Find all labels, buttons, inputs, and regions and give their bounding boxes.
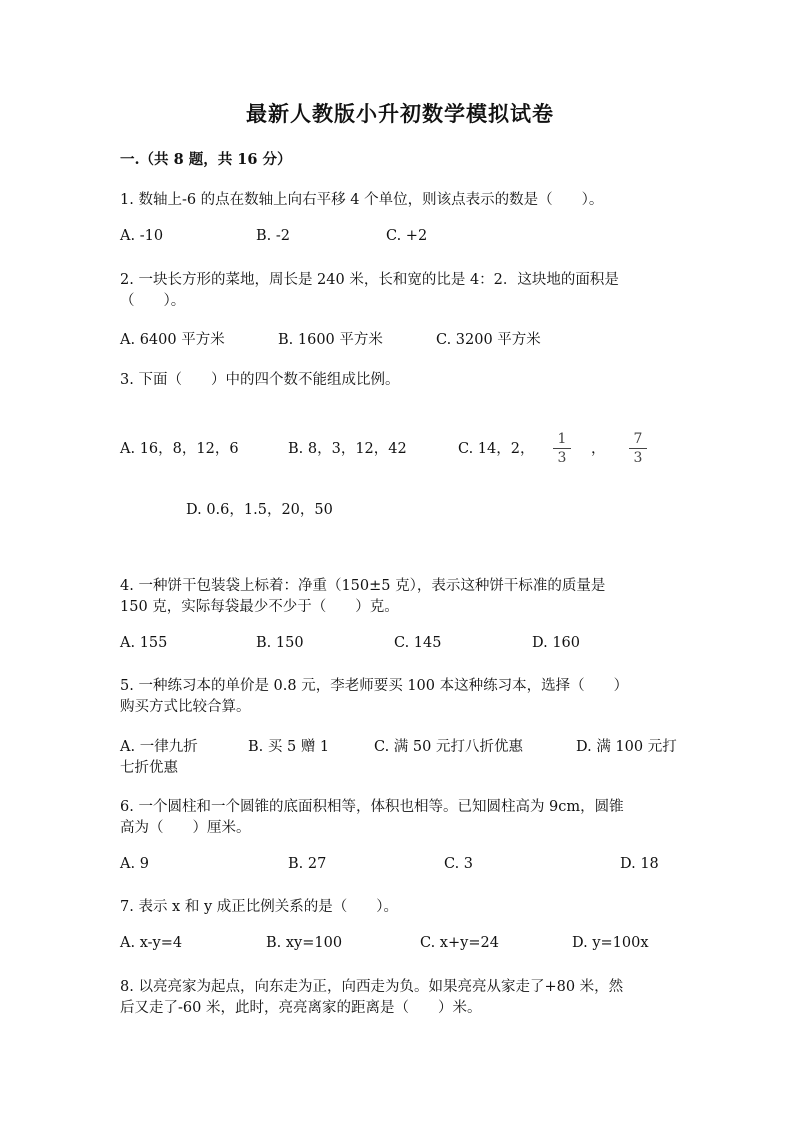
question-6-text-line-2: 高为（ ）厘米。 bbox=[120, 820, 251, 836]
question-5-option-b: B. 买 5 赠 1 bbox=[248, 739, 330, 755]
question-6-text-line-1: 6. 一个圆柱和一个圆锥的底面积相等，体积也相等。已知圆柱高为 9cm，圆锥 bbox=[120, 799, 624, 815]
question-5-option-a: A. 一律九折 bbox=[120, 739, 198, 755]
fraction-numerator: 1 bbox=[557, 431, 567, 447]
question-2-option-c: C. 3200 平方米 bbox=[436, 332, 541, 348]
question-3-text: 3. 下面（ ）中的四个数不能组成比例。 bbox=[120, 372, 400, 388]
question-6-option-a: A. 9 bbox=[120, 856, 149, 872]
question-4-option-a: A. 155 bbox=[120, 635, 168, 651]
question-2-option-b: B. 1600 平方米 bbox=[278, 332, 383, 348]
question-5-text-line-2: 购买方式比较合算。 bbox=[120, 699, 251, 715]
question-1-option-a: A. -10 bbox=[120, 228, 164, 244]
question-3-fraction-seven-thirds bbox=[629, 431, 647, 466]
fraction-numerator: 7 bbox=[633, 431, 643, 447]
question-7-text: 7. 表示 x 和 y 成正比例关系的是（ ）。 bbox=[120, 899, 398, 915]
question-8-text-line-2: 后又走了-60 米，此时，亮亮离家的距离是（ ）米。 bbox=[120, 1000, 482, 1016]
section-heading: 一.（共 8 题，共 16 分） bbox=[120, 151, 292, 168]
question-7-option-a: A. x-y=4 bbox=[120, 935, 183, 951]
question-3-option-a: A. 16，8，12，6 bbox=[120, 441, 239, 457]
question-6-option-b: B. 27 bbox=[288, 856, 327, 872]
question-2-text-line-2: （ ）。 bbox=[120, 293, 186, 309]
fraction-bar bbox=[553, 448, 571, 449]
question-3-option-c: C. 14，2， bbox=[458, 441, 535, 457]
question-1-option-c: C. +2 bbox=[386, 228, 428, 244]
question-7-option-b: B. xy=100 bbox=[266, 935, 343, 951]
fraction-bar bbox=[629, 448, 647, 449]
question-7-option-c: C. x+y=24 bbox=[420, 935, 499, 951]
question-3-fraction-separator: ， bbox=[591, 441, 606, 457]
fraction-denominator: 3 bbox=[557, 450, 567, 466]
question-5-option-d: D. 满 100 元打 bbox=[576, 739, 677, 755]
question-2-text-line-1: 2. 一块长方形的菜地，周长是 240 米，长和宽的比是 4：2．这块地的面积是 bbox=[120, 272, 619, 288]
question-5-option-d-continued: 七折优惠 bbox=[120, 760, 178, 776]
question-4-text-line-1: 4. 一种饼干包装袋上标着：净重（150±5 克），表示这种饼干标准的质量是 bbox=[120, 578, 606, 594]
question-6-option-c: C. 3 bbox=[444, 856, 474, 872]
question-3-fraction-one-third bbox=[553, 431, 571, 466]
question-4-option-d: D. 160 bbox=[532, 635, 581, 651]
question-2-option-a: A. 6400 平方米 bbox=[120, 332, 225, 348]
question-1-option-b: B. -2 bbox=[256, 228, 290, 244]
question-4-option-b: B. 150 bbox=[256, 635, 304, 651]
question-4-text-line-2: 150 克，实际每袋最少不少于（ ）克。 bbox=[120, 599, 399, 615]
question-4-option-c: C. 145 bbox=[394, 635, 442, 651]
question-6-option-d: D. 18 bbox=[620, 856, 659, 872]
question-8-text-line-1: 8. 以亮亮家为起点，向东走为正，向西走为负。如果亮亮从家走了+80 米，然 bbox=[120, 979, 624, 995]
question-3-option-b: B. 8，3，12，42 bbox=[288, 441, 407, 457]
question-7-option-d: D. y=100x bbox=[572, 935, 649, 951]
question-1-text: 1. 数轴上-6 的点在数轴上向右平移 4 个单位，则该点表示的数是（ ）。 bbox=[120, 192, 604, 208]
page-title: 最新人教版小升初数学模拟试卷 bbox=[246, 101, 554, 126]
fraction-denominator: 3 bbox=[633, 450, 643, 466]
question-5-text-line-1: 5. 一种练习本的单价是 0.8 元，李老师要买 100 本这种练习本，选择（ ） bbox=[120, 678, 629, 694]
question-3-option-d: D. 0.6，1.5，20，50 bbox=[186, 502, 333, 518]
question-5-option-c: C. 满 50 元打八折优惠 bbox=[374, 739, 523, 755]
